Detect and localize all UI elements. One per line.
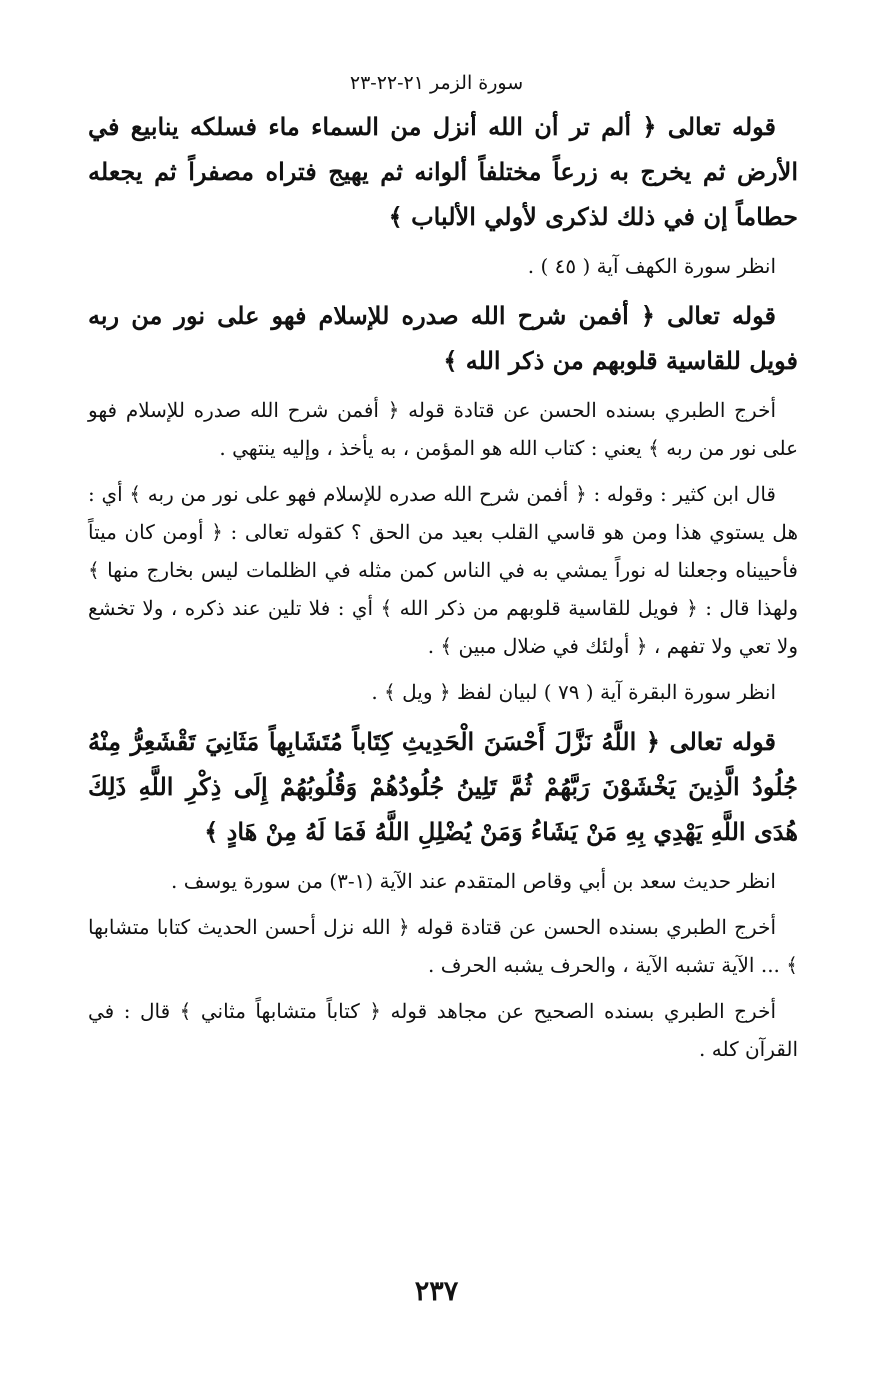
commentary-paragraph: أخرج الطبري بسنده الصحيح عن مجاهد قوله ﴿ كتاباً متشابهاً مثاني ﴾ قال : في القرآن كله . [88,999,798,1061]
verse-paragraph: قوله تعالى ﴿ اللَّهُ نَزَّلَ أَحْسَنَ الْحَدِيثِ كِتَاباً مُتَشَابِهاً مَثَانِيَ تَقْشَعِرُّ مِنْهُ جُلُودُ الَّذِينَ يَخْشَوْنَ رَبَّهُمْ ثُمَّ تَلِينُ جُلُودُهُمْ وَقُلُوبُهُمْ إِلَى ذِكْرِ اللَّهِ ذَلِكَ هُدَى اللَّهِ يَهْدِي بِهِ مَنْ يَشَاءُ وَمَنْ يُضْلِلِ اللَّهُ فَمَا لَهُ مِنْ هَادٍ ﴾ [88,727,798,846]
page-number: ٢٣٧ [414,1276,459,1307]
commentary-paragraph: أخرج الطبري بسنده الحسن عن قتادة قوله ﴿ أفمن شرح الله صدره للإسلام فهو على نور من ربه ﴾ يعني : كتاب الله هو المؤمن ، به يأخذ ، وإليه ينتهي . [88,398,798,460]
reference-note: انظر سورة الكهف آية ( ٤٥ ) . [527,254,776,278]
commentary-paragraph: أخرج الطبري بسنده الحسن عن قتادة قوله ﴿ الله نزل أحسن الحديث كتابا متشابها ﴾ ... الآية تشبه الآية ، والحرف يشبه الحرف . [88,915,798,977]
commentary-paragraph: قال ابن كثير : وقوله : ﴿ أفمن شرح الله صدره للإسلام فهو على نور من ربه ﴾ أي : هل يستوي هذا ومن هو قاسي القلب بعيد من الحق ؟ كقوله تعالى : ﴿ أومن كان ميتاً فأحييناه وجعلنا له نوراً يمشي به في الناس كمن مثله في الظلمات ليس بخارج منها ﴾ ولهذا قال : ﴿ فويل للقاسية قلوبهم من ذكر الله ﴾ أي : فلا تلين عند ذكره ، ولا تخشع ولا تعي ولا تفهم ، ﴿ أولئك في ضلال مبين ﴾ . [88,482,798,658]
verse-paragraph: قوله تعالى ﴿ أفمن شرح الله صدره للإسلام فهو على نور من ربه فويل للقاسية قلوبهم من ذكر الله ﴾ [88,301,798,375]
reference-note: انظر سورة البقرة آية ( ٧٩ ) لبيان لفظ ﴿ ويل ﴾ . [371,680,776,704]
verse-paragraph: قوله تعالى ﴿ ألم تر أن الله أنزل من السماء ماء فسلكه ينابيع في الأرض ثم يخرج به زرعاً مختلفاً ألوانه ثم يهيج فتراه مصفراً ثم يجعله حطاماً إن في ذلك لذكرى لأولي الألباب ﴾ [88,112,798,231]
running-header: سورة الزمر ٢١-٢٢-٢٣ [349,72,524,94]
reference-note: انظر حديث سعد بن أبي وقاص المتقدم عند الآية (١-٣) من سورة يوسف . [171,869,776,893]
page-body [88,104,798,1076]
